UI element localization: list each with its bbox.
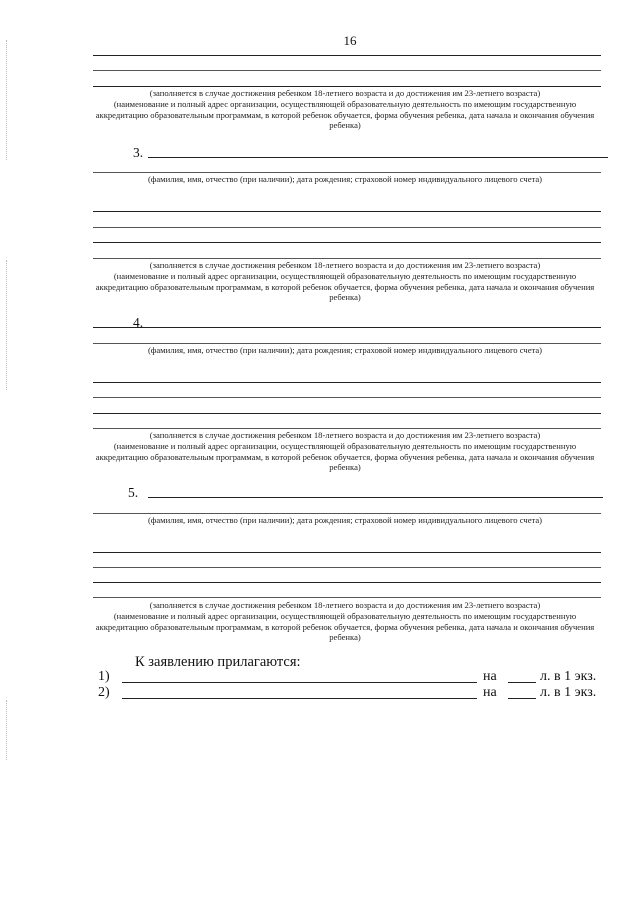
fill-line — [93, 258, 601, 259]
attachment-pages-blank — [508, 682, 536, 683]
fill-line — [93, 172, 601, 173]
attachment-name-blank — [122, 682, 477, 683]
attachment-row — [98, 685, 603, 703]
age-condition-caption: (заполняется в случае достижения ребенком 18-летнего возраста и до достижения им 23-летнего возраста) — [149, 600, 541, 610]
attachment-copies-label: л. в 1 экз. — [540, 685, 597, 700]
fill-line — [148, 497, 603, 498]
attachment-index: 2) — [98, 685, 110, 700]
attachment-na-label: на — [483, 685, 497, 700]
attachment-pages-blank — [508, 698, 536, 699]
attachment-na-label: на — [483, 669, 497, 684]
org-info-caption: (наименование и полный адрес организации, осуществляющей образовательную деятельность по имеющим государственную аккредитацию образовательным программам, в которой ребенок обучается, форма обучения ребенка, дата начала и окончания обучения ребенка) — [95, 441, 595, 473]
attachments-title: К заявлению прилагаются: — [135, 654, 301, 670]
entry-number: 4. — [133, 315, 144, 330]
person-info-caption: (фамилия, имя, отчество (при наличии); дата рождения; страховой номер индивидуального лицевого счета) — [147, 515, 543, 525]
fill-line — [93, 327, 601, 328]
person-info-caption: (фамилия, имя, отчество (при наличии); дата рождения; страховой номер индивидуального лицевого счета) — [147, 174, 543, 184]
org-info-caption: (наименование и полный адрес организации, осуществляющей образовательную деятельность по имеющим государственную аккредитацию образовательным программам, в которой ребенок обучается, форма обучения ребенка, дата начала и окончания обучения ребенка) — [95, 99, 595, 131]
entry-number: 3. — [133, 145, 144, 160]
person-info-caption: (фамилия, имя, отчество (при наличии); дата рождения; страховой номер индивидуального лицевого счета) — [147, 345, 543, 355]
fill-line — [93, 582, 601, 583]
fill-line — [148, 157, 608, 158]
scan-margin-mark — [6, 260, 8, 390]
fill-line — [93, 242, 601, 243]
scan-margin-mark — [6, 700, 8, 760]
attachment-index: 1) — [98, 669, 110, 684]
entry-number: 5. — [128, 485, 139, 500]
fill-line — [93, 428, 601, 429]
attachment-copies-label: л. в 1 экз. — [540, 669, 597, 684]
fill-line — [93, 70, 601, 71]
age-condition-caption: (заполняется в случае достижения ребенком 18-летнего возраста и до достижения им 23-летнего возраста) — [149, 430, 541, 440]
fill-line — [93, 227, 601, 228]
fill-line — [93, 413, 601, 414]
fill-line — [93, 567, 601, 568]
scan-margin-mark — [6, 40, 8, 160]
fill-line — [93, 343, 601, 344]
page-number: 16 — [343, 33, 357, 48]
age-condition-caption: (заполняется в случае достижения ребенком 18-летнего возраста и до достижения им 23-летнего возраста) — [149, 260, 541, 270]
fill-line — [93, 55, 601, 56]
fill-line — [93, 513, 601, 514]
fill-line — [93, 397, 601, 398]
fill-line — [93, 597, 601, 598]
org-info-caption: (наименование и полный адрес организации, осуществляющей образовательную деятельность по имеющим государственную аккредитацию образовательным программам, в которой ребенок обучается, форма обучения ребенка, дата начала и окончания обучения ребенка) — [95, 271, 595, 303]
attachment-name-blank — [122, 698, 477, 699]
fill-line — [93, 86, 601, 87]
age-condition-caption: (заполняется в случае достижения ребенком 18-летнего возраста и до достижения им 23-летнего возраста) — [149, 88, 541, 98]
fill-line — [93, 552, 601, 553]
fill-line — [93, 382, 601, 383]
org-info-caption: (наименование и полный адрес организации, осуществляющей образовательную деятельность по имеющим государственную аккредитацию образовательным программам, в которой ребенок обучается, форма обучения ребенка, дата начала и окончания обучения ребенка) — [95, 611, 595, 643]
fill-line — [93, 211, 601, 212]
